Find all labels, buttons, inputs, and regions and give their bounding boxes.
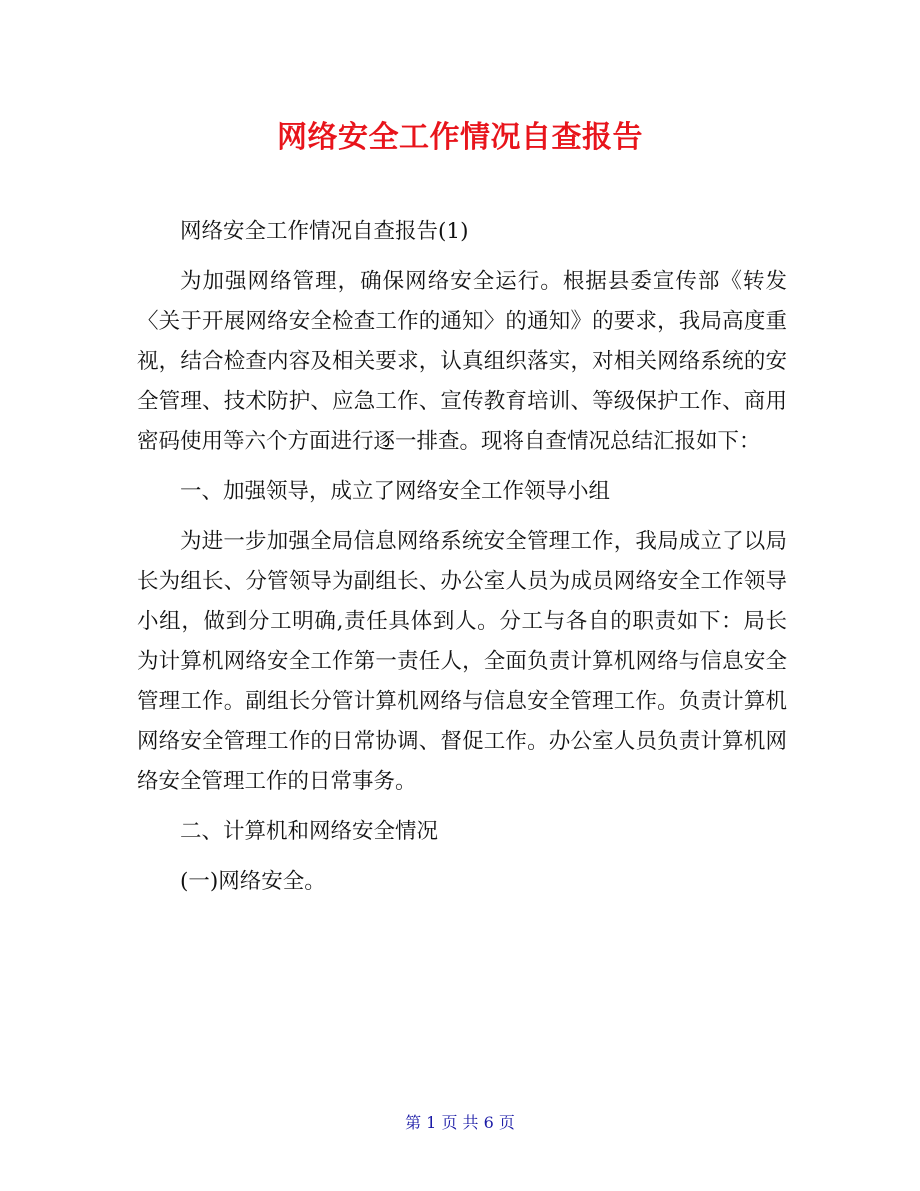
page-number-footer: 第 1 页 共 6 页 [405, 1113, 515, 1132]
report-subtitle-paragraph: 网络安全工作情况自查报告(1) [180, 219, 469, 244]
section-heading-computer-network: 二、计算机和网络安全情况 [180, 819, 439, 844]
section-heading-leadership: 一、加强领导，成立了网络安全工作领导小组 [180, 479, 611, 504]
leadership-paragraph: 为进一步加强全局信息网络系统安全管理工作，我局成立了以局长为组长、分管领导为副组长、办公室人员为成员网络安全工作领导小组，做到分工明确,责任具体到人。分工与各自的职责如下：局长为计算机网络安全工作第一责任人，全面负责计算机网络与信息安全管理工作。副组长分管计算机网络与信息安全管理工作。负责计算机网络安全管理工作的日常协调、督促工作。办公室人员负责计算机网络安全管理工作的日常事务。 [137, 529, 787, 794]
document-body [137, 212, 787, 902]
subsection-heading-network-security: (一)网络安全。 [180, 869, 326, 894]
document-title: 网络安全工作情况自查报告 [277, 120, 643, 155]
intro-paragraph: 为加强网络管理，确保网络安全运行。根据县委宣传部《转发〈关于开展网络安全检查工作的通知〉的通知》的要求，我局高度重视，结合检查内容及相关要求，认真组织落实，对相关网络系统的安全管理、技术防护、应急工作、宣传教育培训、等级保护工作、商用密码使用等六个方面进行逐一排查。现将自查情况总结汇报如下： [137, 269, 787, 454]
